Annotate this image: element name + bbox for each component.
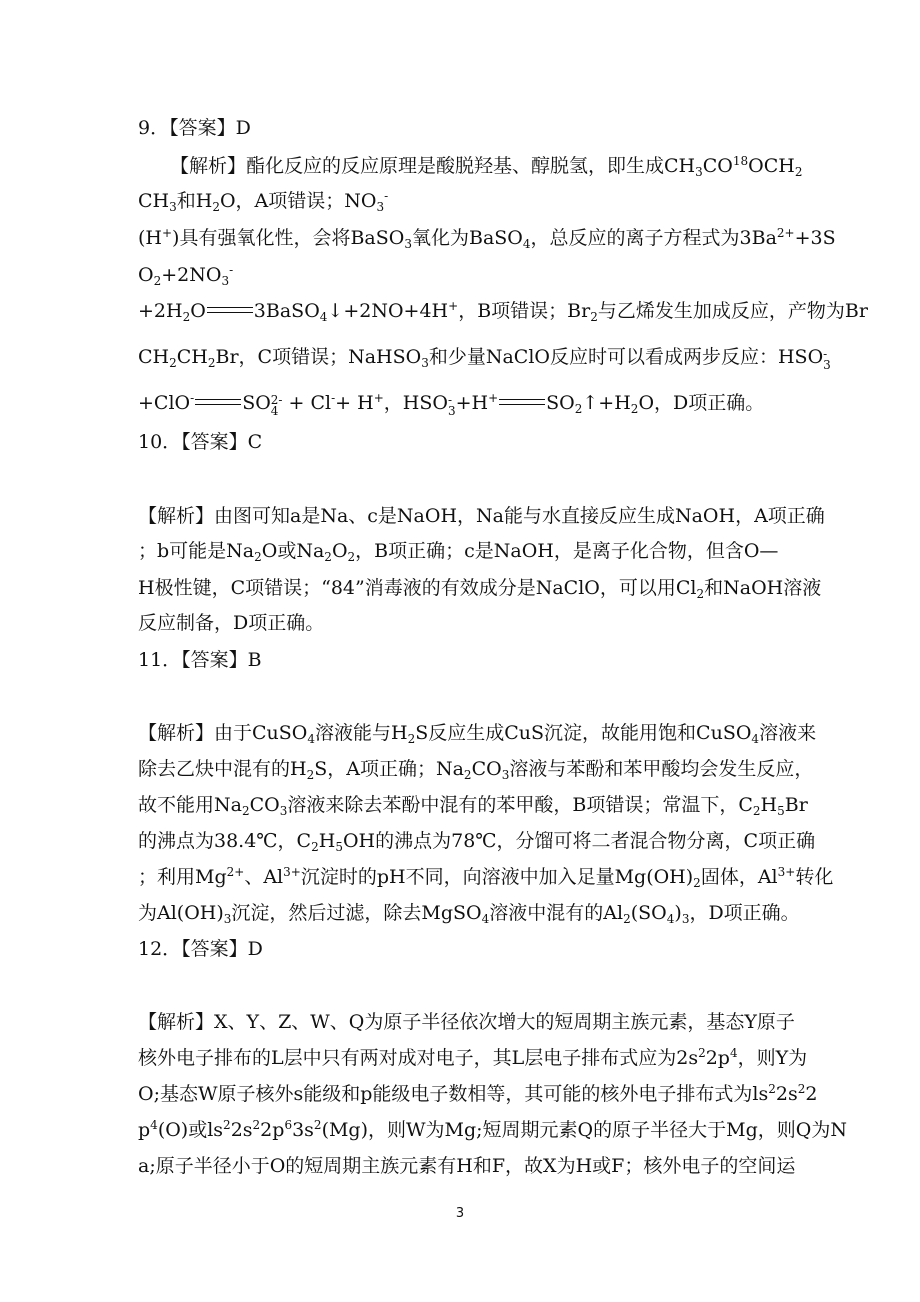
- q10-text-line-1: 【解析】由图可知a是Na、c是NaOH，Na能与水直接反应生成NaOH，A项正确: [138, 505, 825, 527]
- q12-text-line-3: O;基态W原子核外s能级和p能级电子数相等，其可能的核外电子排布式为$ls^22s^22$: [138, 1082, 818, 1105]
- q9-text-line-2: $CH_3$和$H_2O$，A项错误；$NO_3^-$: [138, 189, 389, 214]
- q9-text-line-3: (H+)具有强氧化性，会将BaSO$_3$氧化为BaSO$_4$，总反应的离子方程式为$3Ba^{2+}+3S$: [138, 226, 836, 251]
- q9-text-line-7: +ClO- SO 2- 4 + Cl-+ H+，HSO - 3 +H+ $SO_2↑+H_2O$，D项正确。: [138, 391, 765, 418]
- q11-answer-heading: 11．【答案】B: [138, 649, 262, 671]
- q11-text-line-5: ；利用$Mg^{2+}$、$Al^{3+}$沉淀时的pH不同，向溶液中加入足量$Mg(OH)_2$固体，$Al^{3+}$转化: [138, 865, 834, 890]
- equals-sign-icon: [195, 399, 241, 405]
- equals-sign-icon: [499, 399, 545, 405]
- q12-text-line-4: $p^4(O)$或$ls^22s^22p^63s^2(Mg)$，则W为Mg;短周期元素Q的原子半径大于Mg，则Q为N: [138, 1118, 847, 1141]
- q11-text-line-4: 的沸点为38.4℃，$C_2H_5OH$的沸点为78℃，分馏可将二者混合物分离，C项正确: [138, 830, 816, 854]
- q12-text-line-1: 【解析】X、Y、Z、W、Q为原子半径依次增大的短周期主族元素，基态Y原子: [138, 1011, 795, 1033]
- equals-sign-icon: [207, 307, 253, 313]
- q10-answer-heading: 10．【答案】C: [138, 431, 263, 453]
- q11-text-line-1: 【解析】由于CuSO$_4$溶液能与$H_2S$反应生成CuS沉淀，故能用饱和CuSO$_4$溶液来: [138, 722, 817, 746]
- q12-text-line-5: a;原子半径小于O的短周期主族元素有H和F，故X为H或F；核外电子的空间运: [138, 1155, 796, 1177]
- q9-answer-heading: 9．【答案】D: [138, 117, 251, 139]
- q10-text-line-3: H极性键，C项错误；“84”消毒液的有效成分是NaClO，可以用$Cl_2$和NaOH溶液: [138, 577, 822, 601]
- q9-text-line-5: $+2H_2O$ 3BaSO$_4$↓+2NO+4H+，B项错误；$Br_2$与乙烯发生加成反应，产物为Br: [138, 299, 868, 324]
- q10-text-line-2: ；b可能是$Na_2O$或$Na_2O_2$，B项正确；c是NaOH，是离子化合物，但含O—: [138, 540, 779, 564]
- page-number: 3: [455, 1206, 465, 1221]
- q9-text-line-1: 【解析】酯化反应的反应原理是酸脱羟基、醇脱氢，即生成$CH_3CO^{18}OCH_2$: [170, 154, 803, 179]
- q12-text-line-2: 核外电子排布的L层中只有两对成对电子，其L层电子排布式应为$2s^22p^4$，则Y为: [138, 1046, 808, 1069]
- q10-text-line-4: 反应制备，D项正确。: [138, 612, 325, 634]
- q11-text-line-6: 为$Al(OH)_3$沉淀，然后过滤，除去MgSO$_4$溶液中混有的$Al_2(SO_4)_3$，D项正确。: [138, 902, 800, 926]
- q9-text-line-6: $CH_2CH_2Br$，C项错误；NaHSO$_3$和少量NaClO反应时可以看成两步反应：HSO - 3: [138, 346, 831, 372]
- q11-text-line-3: 故不能用$Na_2CO_3$溶液来除去苯酚中混有的苯甲酸，B项错误；常温下，$C_2H_5Br$: [138, 794, 808, 818]
- q11-text-line-2: 除去乙炔中混有的$H_2S$，A项正确；$Na_2CO_3$溶液与苯酚和苯甲酸均会发生反应，: [138, 758, 814, 782]
- q9-text-line-4: $O_2+2NO_3^-$: [138, 263, 234, 288]
- q12-answer-heading: 12．【答案】D: [138, 938, 263, 960]
